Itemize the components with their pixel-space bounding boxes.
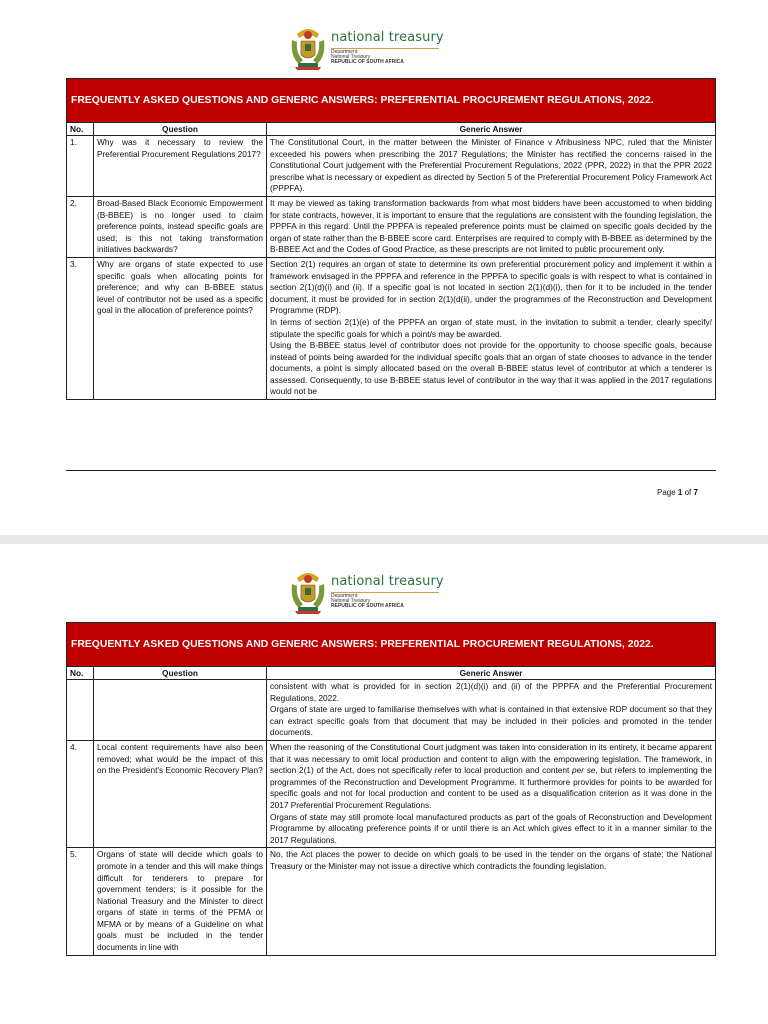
- column-header-no: No.: [67, 667, 94, 680]
- faq-table: [66, 622, 716, 956]
- answer-paragraph: Using the B-BBEE status level of contributor does not provide for the opportunity to choose specific goals, because instead of points being awarded for the individual specific goals that an organ of state chooses to advance in the tender documents, a point is simply allocated based on the overall B-BBEE status level of contributor at which a tenderer is assessed. Consequently, to use B-BBEE status level of contributor in the way that it was applied in the 2017 regulations would not be: [270, 340, 712, 397]
- logo-line-3: REPUBLIC OF SOUTH AFRICA: [331, 603, 404, 609]
- logo-name: national treasury: [331, 574, 444, 589]
- table-row: [67, 848, 716, 955]
- coat-of-arms-icon: [289, 570, 327, 614]
- row-answer: [267, 740, 716, 847]
- row-question: Why was it necessary to review the Preferential Procurement Regulations 2017?: [94, 136, 267, 197]
- column-header-no: No.: [67, 123, 94, 136]
- answer-paragraph: The Constitutional Court, in the matter between the Minister of Finance v Afribusiness NPC, ruled that the Minister exceeded his powers when prescribing the 2017 Regulations; the Minister has rectified the concerns raised in the Constitutional Court judgement with the Preferential Procurement Regulations, 2022 (PPR, 2022) in that the PPR 2022 prescribe what is necessary or expedient as directed by Section 5 of the Preferential Procurement Policy Framework Act (PPPFA).: [270, 137, 712, 194]
- row-answer: [267, 196, 716, 257]
- table-title-row: [67, 79, 716, 123]
- table-row: [67, 196, 716, 257]
- row-question: Organs of state will decide which goals to promote in a tender and this will make things difficult for tenderers to prepare for government tenders; is it possible for the National Treasury and the Minister to direct organs of state in terms of the PFMA or MFMA or by means of a Guideline on what goals must be included in the tender documents in line with: [94, 848, 267, 955]
- logo-line-2: National Treasury: [331, 598, 371, 604]
- answer-paragraph: In terms of section 2(1)(e) of the PPPFA an organ of state must, in the invitation to submit a tender, clearly specify/ stipulate the specific goals for which a point/s may be awarded.: [270, 316, 712, 339]
- answer-paragraph: [270, 742, 712, 812]
- page-current: 1: [677, 488, 683, 497]
- table-clip: [0, 0, 768, 457]
- table-row: [67, 257, 716, 399]
- row-number: 2.: [67, 196, 94, 257]
- national-treasury-logo: [289, 570, 449, 614]
- answer-paragraph: Organs of state are urged to familiarise themselves with what is contained in that extensive RDP document so that they can extract specific goals from that document that may be included in their policies and promoted in the tender documents.: [270, 704, 712, 738]
- row-answer: [267, 680, 716, 741]
- document-page-2: [0, 544, 768, 1024]
- page-total: 7: [693, 488, 698, 497]
- row-answer: [267, 257, 716, 399]
- column-header-answer: Generic Answer: [267, 123, 716, 136]
- table-bottom-border: [66, 470, 716, 471]
- logo-line-3: REPUBLIC OF SOUTH AFRICA: [331, 59, 404, 65]
- table-title-row: [67, 623, 716, 667]
- column-header-question: Question: [94, 123, 267, 136]
- answer-paragraph: No, the Act places the power to decide on which goals to be used in the tender on the organs of state; the National Treasury or the Minister may not issue a directive which contradicts the founding legislation.: [270, 849, 712, 871]
- logo-line-1: Department:: [331, 593, 359, 599]
- row-answer: [267, 136, 716, 197]
- row-answer: [267, 848, 716, 955]
- row-number: 4.: [67, 740, 94, 847]
- answer-paragraph: Organs of state may still promote local manufactured products as part of the goals of Reconstruction and Development Programme by allocating preference points if or until there is an Act which gives effect to it in a manner similar to the 2017 Regulations.: [270, 811, 712, 845]
- row-question: Local content requirements have also been removed; what would be the impact of this on the President's Economic Recovery Plan?: [94, 740, 267, 847]
- row-number: 1.: [67, 136, 94, 197]
- table-header-row: [67, 123, 716, 136]
- column-header-question: Question: [94, 667, 267, 680]
- logo-line-1: Department:: [331, 49, 359, 55]
- row-question: [94, 680, 267, 741]
- column-header-answer: Generic Answer: [267, 667, 716, 680]
- answer-emphasis: per se: [572, 765, 596, 776]
- answer-text: , but refers to implementing the programmes of the Reconstruction and Development Programme. It furthermore provides for points to be awarded for specific goals and not for local production and content to be used as a disqualification criterion as it was done in the 2017 Preferential Procurement Regulations.: [270, 765, 713, 810]
- table-row: [67, 680, 716, 741]
- row-question: Broad-Based Black Economic Empowerment (B-BBEE) is no longer used to claim preference points, instead specific goals are used; is this not taking transformation initiatives backwards?: [94, 196, 267, 257]
- page-of: of: [684, 488, 692, 497]
- table-title: FREQUENTLY ASKED QUESTIONS AND GENERIC ANSWERS: PREFERENTIAL PROCUREMENT REGULATIONS, 2022.: [67, 79, 716, 123]
- table-header-row: [67, 667, 716, 680]
- row-number: 3.: [67, 257, 94, 399]
- table-title: FREQUENTLY ASKED QUESTIONS AND GENERIC ANSWERS: PREFERENTIAL PROCUREMENT REGULATIONS, 2022.: [67, 623, 716, 667]
- page-label: Page: [657, 488, 676, 497]
- answer-paragraph: Section 2(1) requires an organ of state to determine its own preferential procurement policy and implement it within a framework envisaged in the PPPFA and reference in the PPPFA to specific goals is with respect to what is contained in section 2(1)(d)(i) and (ii). If a specific goal is not located in section 2(1)(d)(i), then for it to be included in the tender document, it must be provided for in section 2(1)(d(ii), under the programmes of the Reconstruction and Development Programme (RDP).: [270, 258, 712, 316]
- row-question: Why are organs of state expected to use specific goals when allocating points for preference; and why can B-BBEE status level of contributor not be used as a specific goal in the allocation of preference points?: [94, 257, 267, 399]
- faq-table: [66, 78, 716, 400]
- logo-name: national treasury: [331, 30, 444, 45]
- row-number: [67, 680, 94, 741]
- table-row: [67, 136, 716, 197]
- row-number: 5.: [67, 848, 94, 955]
- page-number: [657, 488, 698, 497]
- logo-line-2: National Treasury: [331, 54, 371, 60]
- answer-paragraph: It may be viewed as taking transformation backwards from what most bidders have been accustomed to when bidding for state contracts, however, it is important to ensure that the regulations are consistent with the founding legislation, the PPPFA in this regard. Until the PPPFA is repealed preference points must be claimed on specific goals decided by the organ of state rather than the B-BBEE score card. Enterprises are required to comply with B-BBEE as determined by the B-BBEE Act and the Codes of Good Practice, as these prescripts are not limited to public procurement only.: [270, 197, 712, 255]
- answer-paragraph: consistent with what is provided for in section 2(1)(d)(i) and (ii) of the PPPFA and the Preferential Procurement Regulations, 2022.: [270, 681, 712, 703]
- table-row: [67, 740, 716, 847]
- answer-text: When the reasoning of the Constitutional Court judgment was taken into consideration in its entirety, it became apparent that it was necessary to omit local production and content to align with the empowering legislation. The framework, in section 2(1) of the Act, does not specifically refer to local production and content: [270, 741, 712, 776]
